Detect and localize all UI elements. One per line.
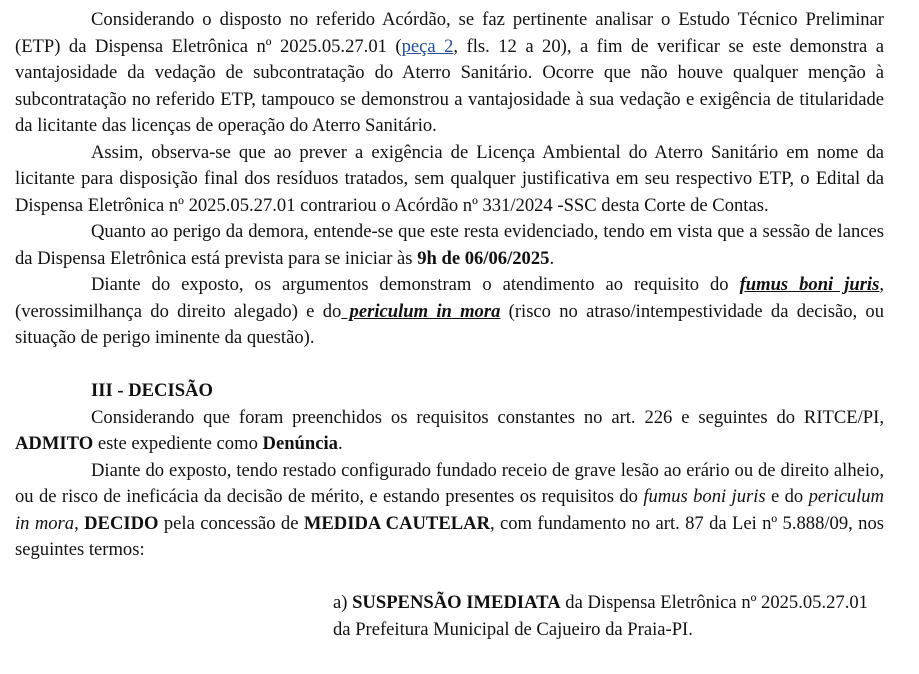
section-title: III - DECISÃO (91, 380, 213, 401)
suspensao-imediata-term: SUSPENSÃO IMEDIATA (352, 592, 561, 613)
document-body (15, 7, 884, 643)
paragraph-text: e do (765, 486, 809, 507)
medida-cautelar-term: MEDIDA CAUTELAR (303, 512, 490, 534)
decido-term: DECIDO (84, 512, 159, 534)
denuncia-term: Denúncia (262, 433, 338, 454)
fumus-boni-juris-term: fumus boni juris (739, 274, 880, 295)
paragraph-text: , com fundamento no art. 87 da Lei nº 5.888/09, nos seguintes termos: (15, 512, 884, 560)
periculum-in-mora-term: periculum in mora (341, 300, 501, 322)
paragraph-text: Quanto ao perigo da demora, entende-se que este resta evidenciado, tendo em vista que a sessão de lances da Dispensa Eletrônica está prevista para se iniciar às (15, 221, 884, 269)
paragraph-text: , (74, 512, 85, 534)
paragraph-text: , (verossimilhança do direito alegado) e do (15, 274, 884, 322)
peca-2-link[interactable]: peça 2 (401, 35, 454, 57)
paragraph-text: . (549, 247, 555, 269)
item-marker: a) (333, 592, 353, 613)
paragraph-requisitos (15, 272, 884, 352)
paragraph-text: Diante do exposto, tendo restado configurado fundado receio de grave lesão ao erário ou de direito alheio, ou de risco de ineficácia da decisão de mérito, e estando presentes os requisitos do (15, 459, 884, 507)
session-date: 9h de 06/06/2025 (417, 247, 550, 269)
paragraph-etp-analysis (15, 7, 884, 140)
admito-term: ADMITO (15, 433, 94, 454)
spacer (15, 352, 884, 379)
paragraph-text: (risco no atraso/intempestividade da decisão, ou situação de perigo iminente da questão). (15, 300, 884, 348)
paragraph-text: pela concessão de (158, 512, 304, 534)
paragraph-licenca-ambiental: Assim, observa-se que ao prever a exigência de Licença Ambiental do Aterro Sanitário em nome da licitante para disposição final dos resíduos tratados, sem qualquer justificativa em seu respectivo ETP, o Edital da Dispensa Eletrônica nº 2025.05.27.01 contrariou o Acórdão nº 331/2024 -SSC desta Corte de Contas. (15, 141, 884, 216)
paragraph-text: . (337, 433, 343, 454)
paragraph-text: , fls. 12 a 20), a fim de verificar se este demonstra a vantajosidade da vedação de subcontratação do Aterro Sanitário. Ocorre que não houve qualquer menção à subcontratação no referido ETP, tampouco se demonstrou a vantajosidade à sua vedação e exigência de titularidade da licitante das licenças de operação do Aterro Sanitário. (15, 35, 884, 136)
paragraph-text: Considerando o disposto no referido Acórdão, se faz pertinente analisar o Estudo Técnico Preliminar (ETP) da Dispensa Eletrônica nº 2025.05.27.01 ( (15, 9, 884, 57)
paragraph-text: Considerando que foram preenchidos os requisitos constantes no art. 226 e seguintes do RITCE/PI, (91, 406, 884, 428)
paragraph-text: Diante do exposto, os argumentos demonstram o atendimento ao requisito do (91, 274, 740, 295)
paragraph-text: da Dispensa Eletrônica nº 2025.05.27.01 da Prefeitura Municipal de Cajueiro da Praia-PI. (333, 592, 868, 640)
paragraph-admissao (15, 405, 884, 458)
paragraph-text: este expediente como (93, 433, 263, 454)
decision-item-a (333, 590, 884, 643)
fumus-boni-juris-term: fumus boni juris (643, 486, 766, 507)
paragraph-decisao (15, 458, 884, 564)
periculum-in-mora-term: periculum in mora (15, 486, 884, 534)
paragraph-perigo-demora (15, 219, 884, 272)
